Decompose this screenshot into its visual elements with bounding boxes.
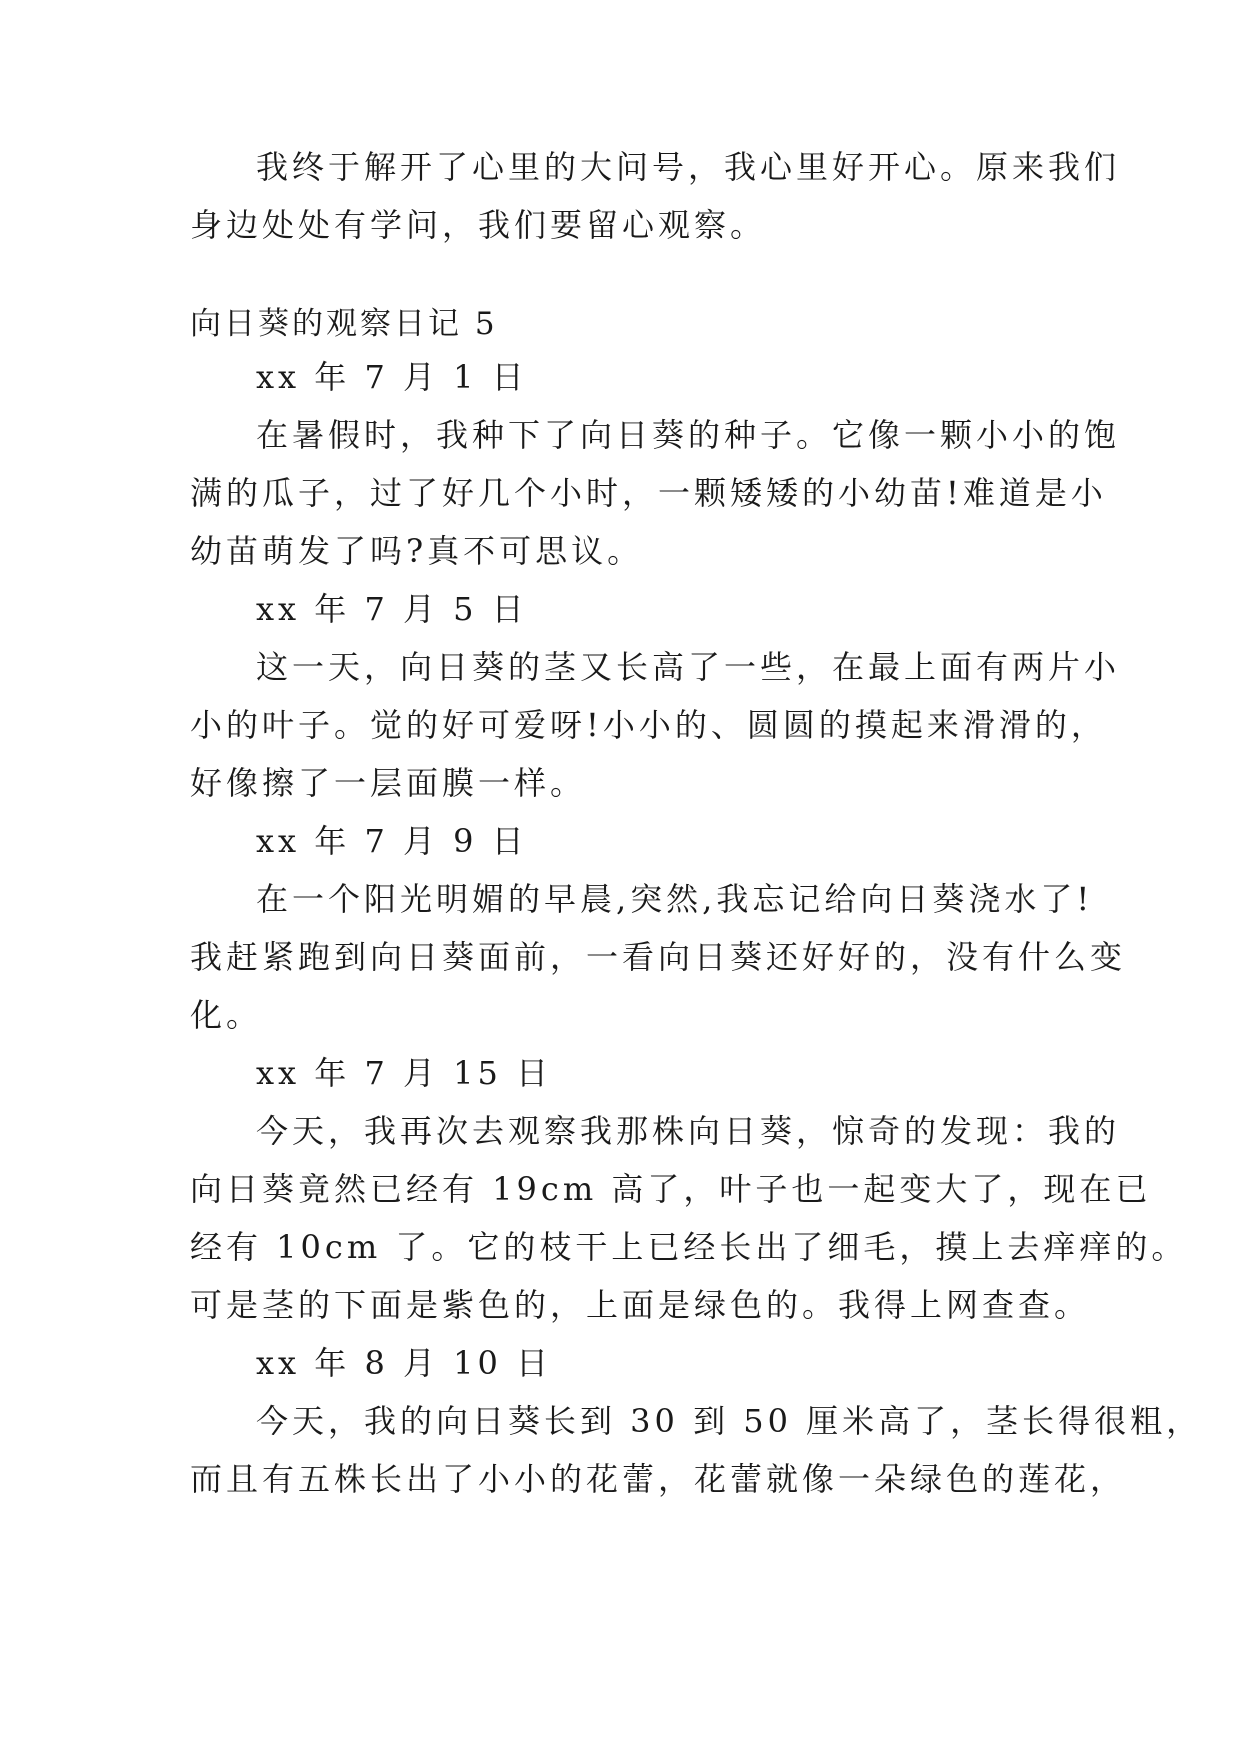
intro-paragraph — [190, 138, 1121, 254]
paragraph-line: 而且有五株长出了小小的花蕾，花蕾就像一朵绿色的莲花， — [190, 1460, 1127, 1498]
paragraph-line: 身边处处有学问，我们要留心观察。 — [190, 206, 767, 244]
entry-date: xx 年 7 月 9 日 — [256, 822, 528, 860]
paragraph-line: 我赶紧跑到向日葵面前，一看向日葵还好好的，没有什么变 — [190, 938, 1127, 976]
paragraph-line: 满的瓜子，过了好几个小时，一颗矮矮的小幼苗!难道是小 — [190, 474, 1107, 512]
paragraph-line: 我终于解开了心里的大问号，我心里好开心。原来我们 — [256, 148, 1121, 186]
entry-date: xx 年 7 月 1 日 — [256, 358, 528, 396]
diary-entries — [190, 348, 1203, 1508]
paragraph-line: 今天，我的向日葵长到 30 到 50 厘米高了，茎长得很粗， — [256, 1402, 1203, 1440]
paragraph-line: 小的叶子。觉的好可爱呀!小小的、圆圆的摸起来滑滑的， — [190, 706, 1107, 744]
entry-date: xx 年 7 月 15 日 — [256, 1054, 553, 1092]
paragraph-line: 经有 10cm 了。它的枝干上已经长出了细毛，摸上去痒痒的。 — [190, 1228, 1188, 1266]
paragraph-line: 化。 — [190, 996, 263, 1034]
paragraph-line: 今天，我再次去观察我那株向日葵，惊奇的发现：我的 — [256, 1112, 1121, 1150]
paragraph-line: 在暑假时，我种下了向日葵的种子。它像一颗小小的饱 — [256, 416, 1121, 454]
entry-date: xx 年 8 月 10 日 — [256, 1344, 553, 1382]
paragraph-line: 在一个阳光明媚的早晨,突然,我忘记给向日葵浇水了! — [256, 880, 1094, 918]
paragraph-line: 这一天，向日葵的茎又长高了一些，在最上面有两片小 — [256, 648, 1121, 686]
section-title-text: 向日葵的观察日记 5 — [190, 306, 498, 342]
paragraph-line: 好像擦了一层面膜一样。 — [190, 764, 587, 802]
paragraph-line: 幼苗萌发了吗?真不可思议。 — [190, 532, 644, 570]
entry-date: xx 年 7 月 5 日 — [256, 590, 528, 628]
section-title — [190, 295, 1060, 353]
paragraph-line: 向日葵竟然已经有 19cm 高了，叶子也一起变大了，现在已 — [190, 1170, 1152, 1208]
paragraph-line: 可是茎的下面是紫色的，上面是绿色的。我得上网查查。 — [190, 1286, 1091, 1324]
